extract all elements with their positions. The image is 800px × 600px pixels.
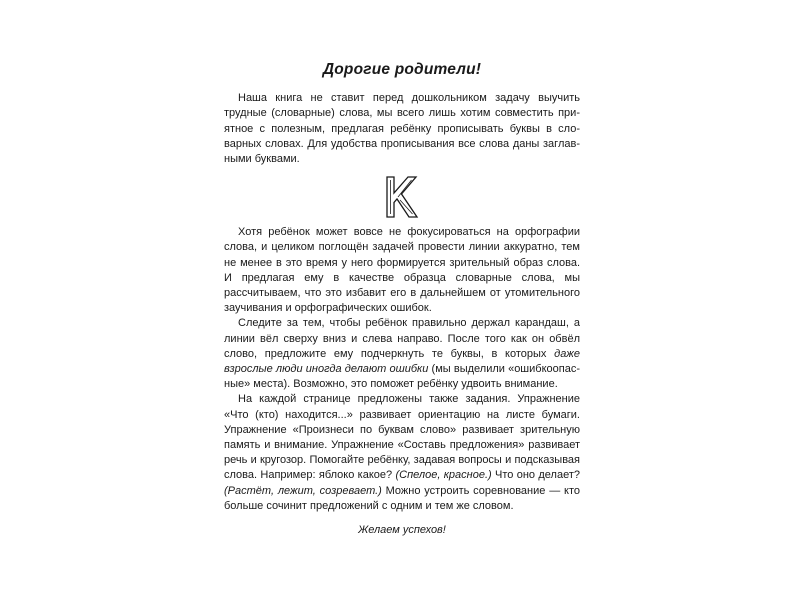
paragraph-pencil-emphasis: даже взрослые люди иногда делают ошибки [224, 347, 580, 376]
paragraph-intro: Наша книга не ставит перед дошкольником задачу выучить трудные (словарные) слова, мы всего лишь хотим совместить приятное с полезным, предлагая ребёнку прописывать буквы в словарных словах. Для удобства прописывания все слова даны заглавными буквами. [224, 92, 580, 166]
paragraph-exercises-text-b: Что оно делает? [491, 469, 580, 482]
paragraph-exercises-emphasis-1: (Спелое, красное.) [395, 469, 492, 482]
letter-sample-text: К [383, 175, 384, 177]
letter-k-outline-icon [383, 175, 421, 219]
paragraph-exercises-emphasis-2: (Растёт, лежит, созревает.) [224, 484, 382, 497]
paragraph-exercises-text-a: На каждой странице предложены также задания. Упражнение «Что (кто) находится...» развивает ориентацию на листе бумаги. Упражнение «Произнеси по буквам слово» развивает зрительную память и внимание. Упражнение «Составь предложения» развивает речь и кругозор. Помогайте ребёнку, задавая вопросы и подсказывая слова. Например: яблоко какое? [224, 393, 580, 482]
paragraph-exercises-text-c: Можно устроить соревнование — кто больше сочинит предложений с одним и тем же словом. [224, 484, 580, 512]
document-page [224, 62, 580, 538]
letter-sample [224, 175, 580, 219]
paragraph-pencil-text-a: Следите за тем, чтобы ребёнок правильно держал карандаш, а линии вёл сверху вниз и слева направо. После того как он обвёл слово, предложите ему подчеркнуть те буквы, в которых [224, 317, 580, 360]
paragraph-pencil-text-b: (мы выделили «ошибкоопасные» места). Возможно, это поможет ребёнку удвоить внимание. [224, 363, 580, 391]
paragraph-exercises [224, 392, 580, 514]
paragraph-pencil [224, 316, 580, 392]
paragraph-orthography: Хотя ребёнок может вовсе не фокусироваться на орфографии слова, и целиком поглощён задачей провести линии аккуратно, тем не менее в это время у него формируется зрительный образ слова. И предлагая ему в качестве образца словарные слова, мы рассчитываем, что это избавит его в дальнейшем от утомительного заучивания и орфографических ошибок. [224, 226, 580, 315]
page-title: Дорогие родители! [322, 61, 482, 78]
closing-wish: Желаем успехов! [358, 524, 446, 537]
